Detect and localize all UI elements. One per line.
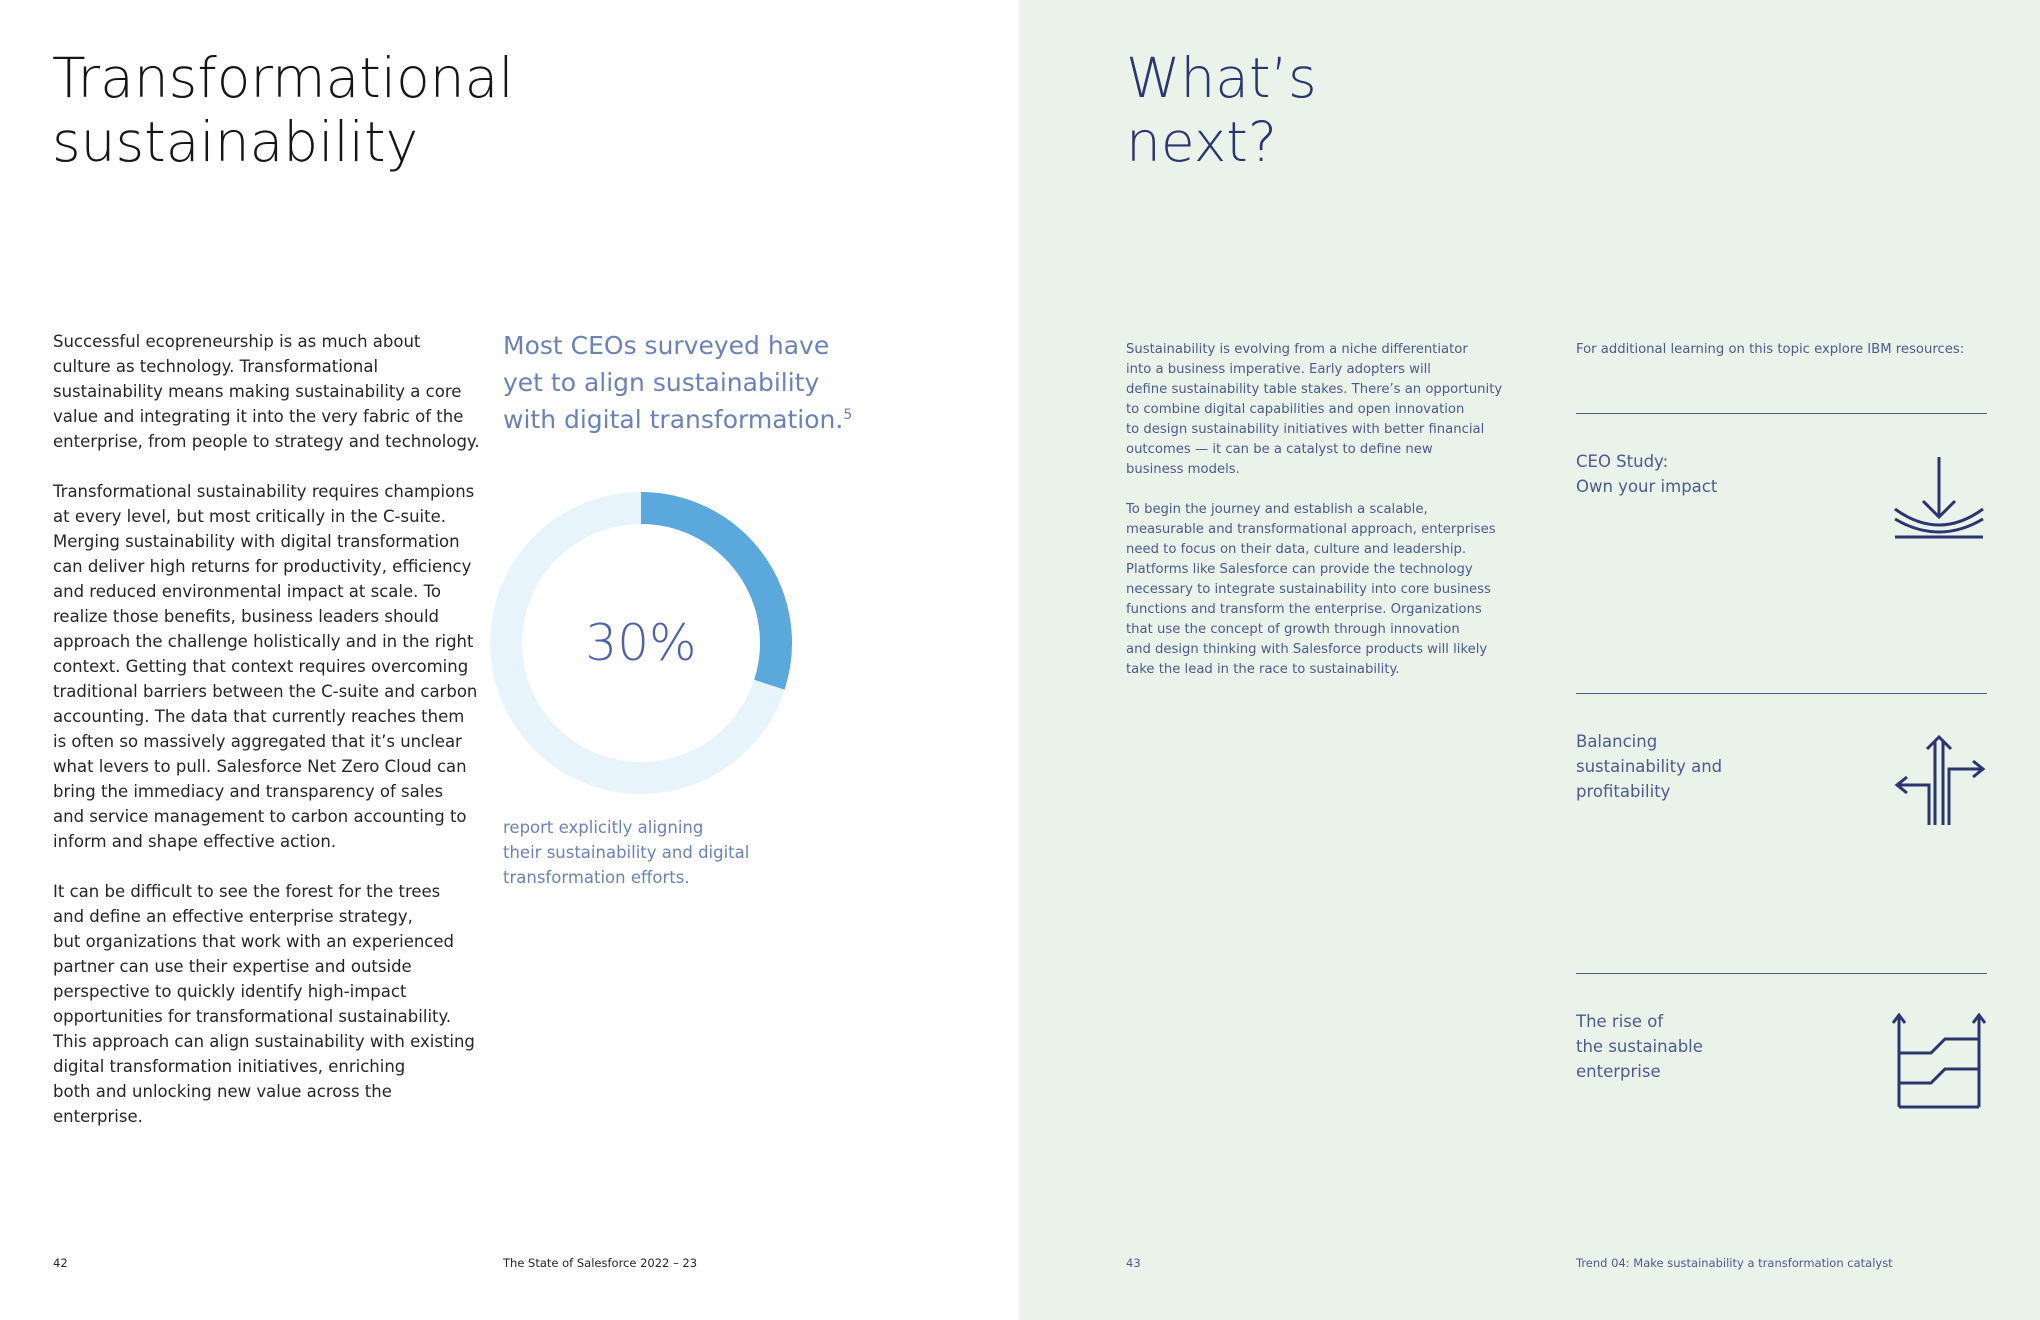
footer-title-right: Trend 04: Make sustainability a transformation catalyst [1576, 1256, 1893, 1270]
resource-divider [1576, 413, 1987, 414]
resources-intro: For additional learning on this topic explore IBM resources: [1576, 342, 1965, 357]
left-paragraph-2: Transformational sustainability requires champions at every level, but most critically in the C-suite. Merging sustainability with digital transformation can deliver high returns for productivity, efficiency and reduced environmental impact at scale. To realize those benefits, business leaders should approach the challenge holistically and in the right context. Getting that context requires overcoming traditional barriers between the C-suite and carbon accounting. The data that currently reaches them is often so massively aggregated that it’s unclear what levers to pull. Salesforce Net Zero Cloud can bring the immediacy and transparency of sales and service management to carbon accounting to inform and shape effective action. [53, 482, 478, 851]
resource-divider [1576, 973, 1987, 974]
footer-title-left: The State of Salesforce 2022 – 23 [503, 1256, 698, 1270]
pull-quote [503, 327, 863, 438]
resource-divider [1576, 693, 1987, 694]
resource-label[interactable]: Balancing sustainability and profitability [1576, 732, 1723, 801]
donut-center-label: 30% [585, 614, 697, 672]
right-paragraph-2: To begin the journey and establish a scalable, measurable and transformational approach, enterprises need to focus on their data, culture and leadership. Platforms like Salesforce can provide the technology necessary to integrate sustainability into core business functions and transform the enterprise. Organizations that use the concept of growth through innovation and design thinking with Salesforce products will likely take the lead in the race to sustainability. [1126, 502, 1496, 677]
footnote-marker: 5 [843, 407, 853, 423]
page-number-right: 43 [1126, 1256, 1141, 1270]
resource-item-ceo-study[interactable] [1576, 413, 1987, 496]
resource-item-rise[interactable] [1576, 973, 1987, 1081]
growth-chart-icon[interactable] [1891, 1013, 1987, 1109]
download-icon[interactable] [1891, 453, 1987, 549]
pull-quote-text: Most CEOs surveyed have yet to align sustainability with digital transformation. [503, 331, 844, 434]
right-paragraph-1: Sustainability is evolving from a niche differentiator into a business imperative. Early adopters will define sustainability table stakes. There’s an opportunity to combine digital capabilities and open innovation to design sustainability initiatives with better financial outcomes — it can be a catalyst to define new business models. [1126, 342, 1503, 477]
resource-label[interactable]: The rise of the sustainable enterprise [1576, 1012, 1703, 1081]
resource-item-balancing[interactable] [1576, 693, 1987, 801]
right-body-text [1126, 340, 1516, 700]
stat-caption: report explicitly aligning their sustainability and digital transformation efforts. [503, 818, 750, 887]
split-arrows-icon[interactable] [1891, 733, 1987, 829]
page-title-left: Transformational sustainability [52, 46, 514, 174]
right-page [1019, 0, 2040, 1320]
page-number-left: 42 [53, 1256, 68, 1270]
left-body-text [53, 329, 483, 1154]
left-page [0, 0, 1019, 1320]
resource-label[interactable]: CEO Study: Own your impact [1576, 452, 1718, 496]
page-title-right: What’s next? [1126, 46, 1317, 174]
left-paragraph-1: Successful ecopreneurship is as much about culture as technology. Transformational sustainability means making sustainability a core value and integrating it into the very fabric of the enterprise, from people to strategy and technology. [53, 332, 480, 451]
left-paragraph-3: It can be difficult to see the forest for the trees and define an effective enterprise strategy, but organizations that work with an experienced partner can use their expertise and outside perspective to quickly identify high-impact opportunities for transformational sustainability. This approach can align sustainability with existing digital transformation initiatives, enriching both and unlocking new value across the enterprise. [53, 882, 475, 1126]
